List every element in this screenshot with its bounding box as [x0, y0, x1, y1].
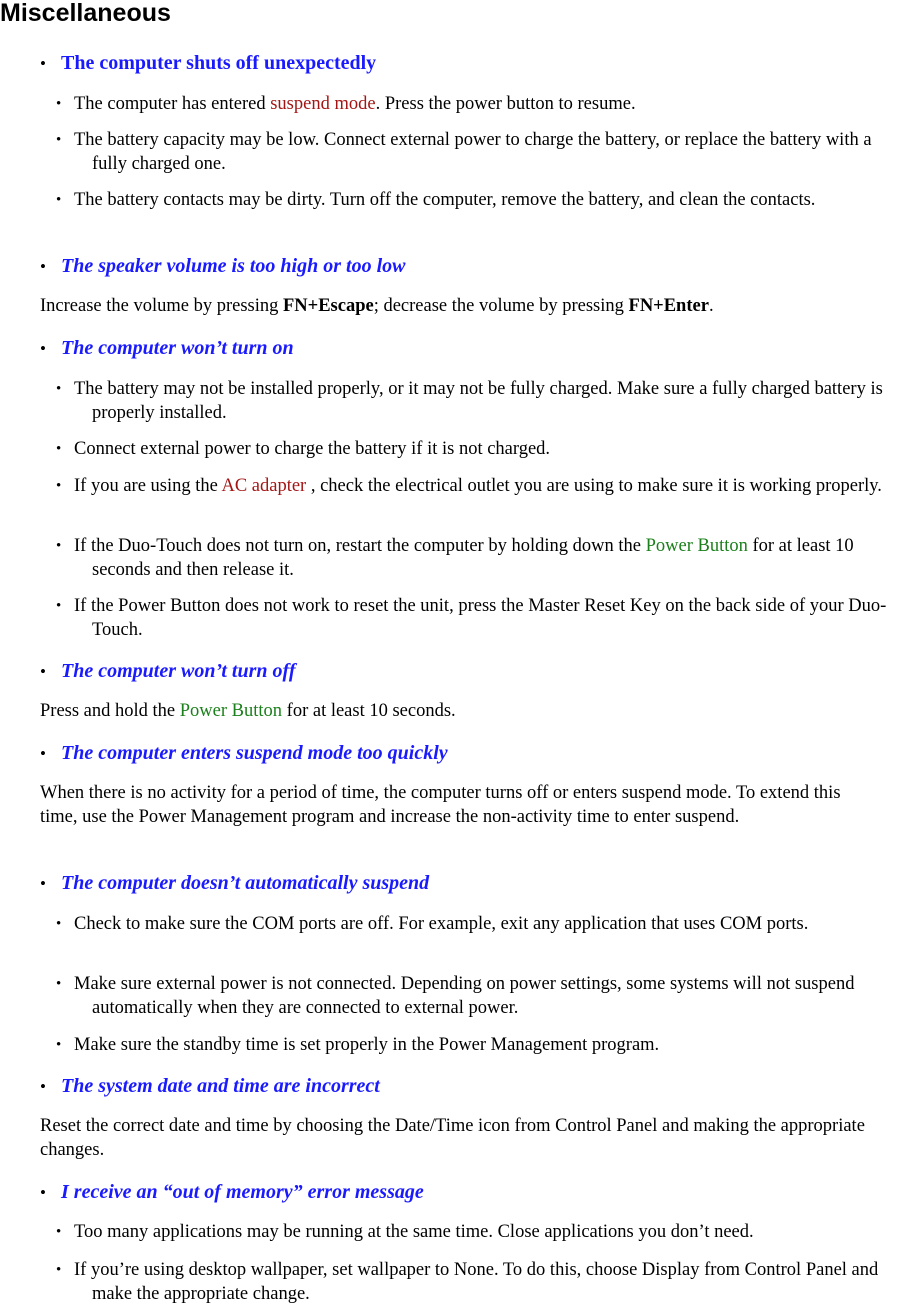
bullet-icon: • — [56, 976, 62, 992]
power-button-link[interactable]: Power Button — [179, 701, 283, 721]
list-item — [56, 188, 898, 212]
power-button-link[interactable]: Power Button — [645, 536, 748, 556]
item-text: . Press the power button to resume. — [375, 94, 636, 114]
item-text: for at least 10 seconds and then release it. — [92, 536, 854, 580]
para-text: ; decrease the volume by pressing — [373, 296, 629, 316]
item-text: Check to make sure the COM ports are off. For example, exit any application that uses COM ports. — [74, 914, 809, 934]
list-item — [56, 377, 898, 425]
heading-text: The computer shuts off unexpectedly — [61, 52, 377, 74]
section-heading-date-time — [40, 1074, 380, 1099]
item-text: , check the electrical outlet you are using to make sure it is working properly. — [306, 476, 882, 496]
para-text: . — [708, 296, 714, 316]
item-text: If the Power Button does not work to reset the unit, press the Master Reset Key on the back side of your Duo-Touch. — [74, 596, 887, 640]
item-text: The computer has entered — [74, 94, 271, 114]
item-text: If the Duo-Touch does not turn on, restart the computer by holding down the — [74, 536, 646, 556]
list-item — [56, 912, 898, 936]
bullet-icon: • — [40, 54, 46, 73]
section-heading-wont-turn-on — [40, 336, 294, 361]
bullet-icon: • — [40, 874, 46, 893]
item-text: If you are using the — [74, 476, 222, 496]
bullet-icon: • — [56, 916, 62, 932]
section-heading-wont-turn-off — [40, 659, 295, 684]
heading-text: I receive an “out of memory” error message — [61, 1181, 424, 1203]
heading-text: The computer won’t turn off — [61, 660, 296, 682]
item-text: Too many applications may be running at the same time. Close applications you don’t need. — [74, 1222, 754, 1242]
bullet-icon: • — [40, 744, 46, 763]
ac-adapter-link[interactable]: AC adapter — [221, 476, 307, 496]
heading-text: The computer doesn’t automatically suspend — [61, 872, 430, 894]
bullet-icon: • — [56, 1037, 62, 1053]
item-text: The battery contacts may be dirty. Turn off the computer, remove the battery, and clean the contacts. — [74, 190, 816, 210]
heading-text: The system date and time are incorrect — [61, 1075, 380, 1097]
bullet-icon: • — [40, 1183, 46, 1202]
item-text: If you’re using desktop wallpaper, set wallpaper to None. To do this, choose Display from Control Panel and make the appropriate change. — [74, 1260, 879, 1304]
suspend-mode-link[interactable]: suspend mode — [270, 94, 376, 114]
heading-text: The speaker volume is too high or too low — [61, 255, 406, 277]
paragraph: Reset the correct date and time by choosing the Date/Time icon from Control Panel and making the appropriate changes. — [40, 1116, 865, 1160]
item-text: The battery may not be installed properly, or it may not be fully charged. Make sure a fully charged battery is properly installed. — [74, 379, 883, 423]
bullet-icon: • — [56, 96, 62, 112]
item-text: Make sure external power is not connected. Depending on power settings, some systems will not suspend automatically when they are connected to external power. — [74, 974, 855, 1018]
list-item — [56, 437, 898, 461]
section-heading-shuts-off — [40, 51, 376, 76]
bullet-icon: • — [56, 478, 62, 494]
heading-text: The computer enters suspend mode too quickly — [61, 742, 448, 764]
para-text: for at least 10 seconds. — [282, 701, 456, 721]
section-heading-out-of-memory — [40, 1180, 424, 1205]
item-text: Make sure the standby time is set properly in the Power Management program. — [74, 1035, 660, 1055]
item-text: The battery capacity may be low. Connect external power to charge the battery, or replace the battery with a fully charged one. — [74, 130, 872, 174]
para-text: Increase the volume by pressing — [40, 296, 283, 316]
bullet-icon: • — [56, 132, 62, 148]
heading-text: The computer won’t turn on — [61, 337, 294, 359]
item-text: Connect external power to charge the battery if it is not charged. — [74, 439, 551, 459]
bullet-icon: • — [56, 441, 62, 457]
bullet-icon: • — [56, 381, 62, 397]
list-item — [56, 128, 898, 176]
bullet-icon: • — [56, 192, 62, 208]
bullet-icon: • — [56, 598, 62, 614]
bullet-icon: • — [56, 1224, 62, 1240]
paragraph — [40, 294, 880, 318]
bullet-icon: • — [56, 1262, 62, 1278]
list-item — [56, 1258, 898, 1306]
para-text: Press and hold the — [40, 701, 180, 721]
bullet-icon: • — [40, 1077, 46, 1096]
list-item — [56, 474, 898, 498]
list-item — [56, 534, 898, 582]
section-heading-suspend-too-quickly — [40, 741, 448, 766]
list-item — [56, 1033, 898, 1057]
key-combo: FN+Escape — [283, 296, 374, 316]
list-item — [56, 92, 898, 116]
page-title: Miscellaneous — [0, 0, 171, 27]
paragraph: When there is no activity for a period of time, the computer turns off or enters suspend mode. To extend this time, use the Power Management program and increase the non-activity time to enter suspend. — [40, 783, 841, 827]
bullet-icon: • — [56, 538, 62, 554]
section-heading-speaker-volume — [40, 254, 405, 279]
list-item — [56, 594, 898, 642]
section-heading-doesnt-suspend — [40, 871, 429, 896]
list-item — [56, 1220, 898, 1244]
bullet-icon: • — [40, 257, 46, 276]
key-combo: FN+Enter — [628, 296, 709, 316]
bullet-icon: • — [40, 339, 46, 358]
paragraph — [40, 699, 880, 723]
bullet-icon: • — [40, 662, 46, 681]
list-item — [56, 972, 898, 1020]
